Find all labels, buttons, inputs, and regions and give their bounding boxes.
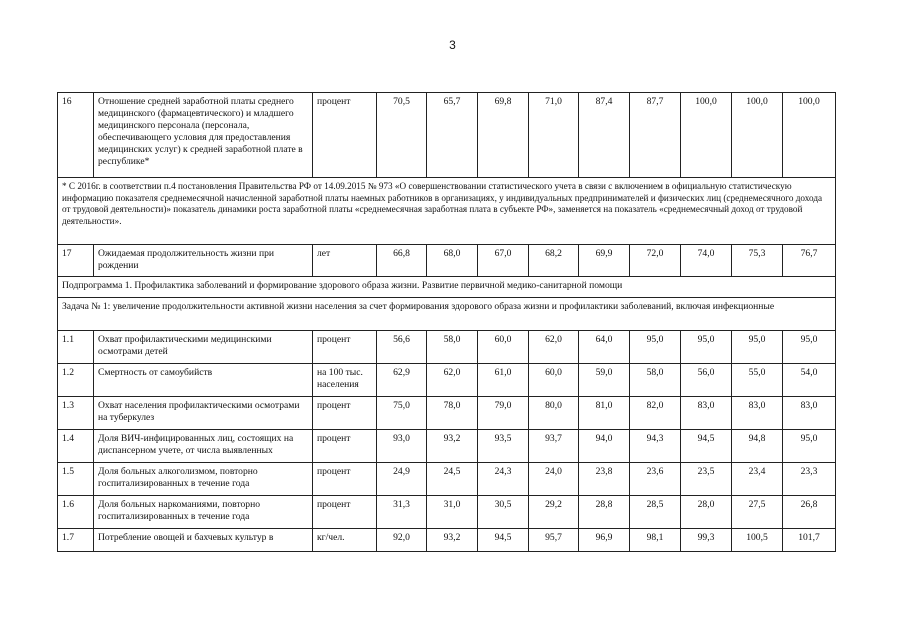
value-cell: 100,0 [681,93,732,178]
row-number: 16 [58,93,94,178]
value-cell: 75,0 [377,397,427,430]
value-cell: 28,0 [681,496,732,529]
value-cell: 24,0 [529,463,579,496]
value-cell: 31,0 [427,496,478,529]
value-cell: 94,0 [579,430,630,463]
value-cell: 76,7 [783,245,836,277]
table-row [58,364,836,397]
value-cell: 87,7 [630,93,681,178]
value-cell: 23,6 [630,463,681,496]
value-cell: 78,0 [427,397,478,430]
value-cell: 31,3 [377,496,427,529]
value-cell: 67,0 [478,245,529,277]
value-cell: 80,0 [529,397,579,430]
value-cell: 99,3 [681,529,732,552]
value-cell: 87,4 [579,93,630,178]
unit-cell: процент [313,463,377,496]
value-cell: 68,0 [427,245,478,277]
value-cell: 95,0 [783,331,836,364]
table-row [58,463,836,496]
value-cell: 93,5 [478,430,529,463]
value-cell: 70,5 [377,93,427,178]
table-row [58,331,836,364]
indicator-name: Доля ВИЧ-инфицированных лиц, состоящих на диспансерном учете, от числа выявленных [94,430,313,463]
value-cell: 61,0 [478,364,529,397]
table-row [58,496,836,529]
table-row [58,529,836,552]
value-cell: 71,0 [529,93,579,178]
indicator-name: Охват населения профилактическими осмотрами на туберкулез [94,397,313,430]
value-cell: 83,0 [783,397,836,430]
value-cell: 75,3 [732,245,783,277]
value-cell: 96,9 [579,529,630,552]
value-cell: 74,0 [681,245,732,277]
value-cell: 55,0 [732,364,783,397]
value-cell: 83,0 [681,397,732,430]
value-cell: 58,0 [630,364,681,397]
section-row [58,277,836,298]
unit-cell: процент [313,496,377,529]
value-cell: 23,3 [783,463,836,496]
value-cell: 95,7 [529,529,579,552]
indicator-name: Доля больных наркоманиями, повторно госпитализированных в течение года [94,496,313,529]
row-number: 1.3 [58,397,94,430]
task-heading: Задача № 1: увеличение продолжительности активной жизни населения за счет формирования здорового образа жизни и профилактики заболеваний, включая инфекционные [58,298,836,331]
row-number: 1.7 [58,529,94,552]
value-cell: 23,4 [732,463,783,496]
unit-cell: лет [313,245,377,277]
value-cell: 64,0 [579,331,630,364]
page-number: 3 [449,38,456,52]
row-number: 1.2 [58,364,94,397]
value-cell: 69,8 [478,93,529,178]
value-cell: 56,0 [681,364,732,397]
unit-cell: процент [313,93,377,178]
row-number: 1.4 [58,430,94,463]
value-cell: 93,2 [427,430,478,463]
value-cell: 60,0 [529,364,579,397]
indicator-name: Ожидаемая продолжительность жизни при рождении [94,245,313,277]
row-number: 1.5 [58,463,94,496]
value-cell: 95,0 [681,331,732,364]
unit-cell: процент [313,397,377,430]
indicator-name: Потребление овощей и бахчевых культур в [94,529,313,552]
value-cell: 23,5 [681,463,732,496]
value-cell: 23,8 [579,463,630,496]
indicator-name: Доля больных алкоголизмом, повторно госпитализированных в течение года [94,463,313,496]
value-cell: 98,1 [630,529,681,552]
row-number: 1.1 [58,331,94,364]
value-cell: 94,3 [630,430,681,463]
value-cell: 93,0 [377,430,427,463]
subprogram-heading: Подпрограмма 1. Профилактика заболеваний и формирование здорового образа жизни. Развитие первичной медико-санитарной помощи [58,277,836,298]
value-cell: 72,0 [630,245,681,277]
value-cell: 54,0 [783,364,836,397]
unit-cell: кг/чел. [313,529,377,552]
indicator-name: Отношение средней заработной платы среднего медицинского (фармацевтического) и младшего медицинского персонала (персонала, обеспечивающего условия для предоставления медицинских услуг) к средней заработной плате в республике* [94,93,313,178]
value-cell: 28,5 [630,496,681,529]
value-cell: 62,0 [529,331,579,364]
unit-cell: процент [313,331,377,364]
value-cell: 68,2 [529,245,579,277]
indicator-name: Смертность от самоубийств [94,364,313,397]
value-cell: 83,0 [732,397,783,430]
value-cell: 95,0 [783,430,836,463]
value-cell: 28,8 [579,496,630,529]
indicators-table [57,92,836,552]
value-cell: 100,0 [732,93,783,178]
value-cell: 94,8 [732,430,783,463]
value-cell: 95,0 [630,331,681,364]
value-cell: 62,0 [427,364,478,397]
value-cell: 94,5 [478,529,529,552]
row-number: 1.6 [58,496,94,529]
row-number: 17 [58,245,94,277]
value-cell: 79,0 [478,397,529,430]
value-cell: 30,5 [478,496,529,529]
value-cell: 81,0 [579,397,630,430]
unit-cell: процент [313,430,377,463]
value-cell: 56,6 [377,331,427,364]
value-cell: 100,0 [783,93,836,178]
value-cell: 66,8 [377,245,427,277]
value-cell: 59,0 [579,364,630,397]
table-row [58,397,836,430]
table-row [58,93,836,178]
table-row [58,245,836,277]
value-cell: 93,7 [529,430,579,463]
value-cell: 101,7 [783,529,836,552]
unit-cell: на 100 тыс. населения [313,364,377,397]
table-row [58,430,836,463]
value-cell: 93,2 [427,529,478,552]
footnote-row [58,178,836,245]
value-cell: 82,0 [630,397,681,430]
value-cell: 95,0 [732,331,783,364]
footnote-text: * С 2016г. в соответствии п.4 постановления Правительства РФ от 14.09.2015 № 973 «О совершенствовании статистического учета в связи с включением в официальную статистическую информацию показателя среднемесячной начисленной заработной платы наемных работников в организациях, у индивидуальных предпринимателей и физических лиц (среднемесячного дохода от трудовой деятельности)» показатель динамики роста заработной платы «среднемесячная заработная плата в субъекте РФ», заменяется на показатель «среднемесячный доход от трудовой деятельности». [58,178,836,245]
value-cell: 65,7 [427,93,478,178]
value-cell: 29,2 [529,496,579,529]
value-cell: 27,5 [732,496,783,529]
value-cell: 24,9 [377,463,427,496]
value-cell: 62,9 [377,364,427,397]
value-cell: 26,8 [783,496,836,529]
value-cell: 60,0 [478,331,529,364]
value-cell: 94,5 [681,430,732,463]
value-cell: 24,3 [478,463,529,496]
value-cell: 69,9 [579,245,630,277]
value-cell: 24,5 [427,463,478,496]
section-row [58,298,836,331]
value-cell: 100,5 [732,529,783,552]
value-cell: 58,0 [427,331,478,364]
value-cell: 92,0 [377,529,427,552]
indicator-name: Охват профилактическими медицинскими осмотрами детей [94,331,313,364]
